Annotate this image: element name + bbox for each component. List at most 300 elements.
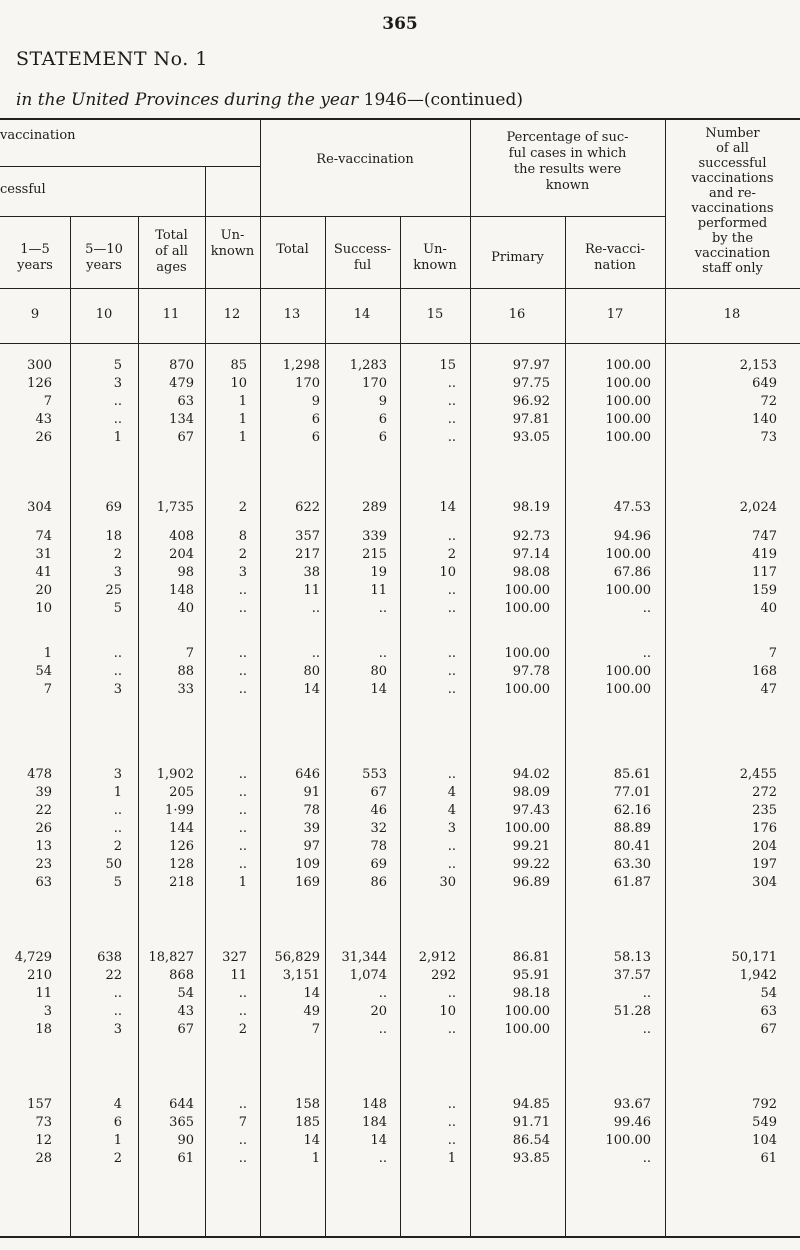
- table-cell: ..: [311, 601, 320, 616]
- table-cell: 61: [177, 1151, 194, 1166]
- table-cell: 37.57: [613, 968, 651, 983]
- table-cell: ..: [238, 986, 247, 1001]
- table-cell: 1,074: [349, 968, 387, 983]
- table-cell: 19: [370, 565, 387, 580]
- table-cell: 98: [177, 565, 194, 580]
- table-cell: 100.00: [605, 394, 651, 409]
- header-reva-unknown: [400, 242, 470, 274]
- table-cell: ..: [113, 1004, 122, 1019]
- subtitle-italic: in the United Provinces during the year: [16, 90, 359, 110]
- table-cell: 11: [35, 986, 52, 1001]
- table-cell: 3: [447, 821, 456, 836]
- header-revacc-line: nation: [594, 258, 636, 273]
- table-cell: 6: [311, 430, 320, 445]
- header-percentage-line: the results were: [513, 162, 622, 177]
- table-cell: 14: [370, 682, 387, 697]
- header-percentage-line: known: [545, 178, 590, 193]
- column-number: 16: [508, 307, 526, 322]
- table-cell: 50,171: [731, 950, 777, 965]
- table-cell: 12: [35, 1133, 52, 1148]
- table-cell: 100.00: [605, 430, 651, 445]
- table-cell: ..: [447, 601, 456, 616]
- header-1-5-years: [0, 242, 70, 274]
- table-cell: 1,298: [282, 358, 320, 373]
- table-cell: 63: [177, 394, 194, 409]
- table-cell: 14: [303, 986, 320, 1001]
- table-cell: ..: [447, 986, 456, 1001]
- table-cell: 6: [113, 1115, 122, 1130]
- table-cell: 31: [35, 547, 52, 562]
- table-cell: 43: [177, 1004, 194, 1019]
- table-cell: ..: [447, 376, 456, 391]
- table-cell: 61.87: [613, 875, 651, 890]
- table-cell: 646: [295, 767, 320, 782]
- table-cell: 14: [370, 1133, 387, 1148]
- table-cell: ..: [238, 767, 247, 782]
- table-cell: 747: [752, 529, 777, 544]
- table-cell: 28: [35, 1151, 52, 1166]
- table-cell: 104: [752, 1133, 777, 1148]
- table-cell: 549: [752, 1115, 777, 1130]
- column-number: 18: [723, 307, 741, 322]
- table-cell: ..: [113, 664, 122, 679]
- header-total-line: Total: [155, 228, 188, 243]
- table-cell: 218: [169, 875, 194, 890]
- table-cell: 4: [447, 785, 456, 800]
- header-number-all: [665, 126, 800, 276]
- table-cell: 100.00: [605, 547, 651, 562]
- table-cell: 73: [760, 430, 777, 445]
- table-cell: 18: [105, 529, 122, 544]
- header-5-10-line: 5—10: [85, 242, 123, 257]
- table-cell: 11: [370, 583, 387, 598]
- table-cell: 88: [177, 664, 194, 679]
- table-cell: 148: [169, 583, 194, 598]
- header-reva-total: Total: [276, 242, 309, 257]
- table-cell: 96.89: [512, 875, 550, 890]
- table-cell: 304: [27, 500, 52, 515]
- column-number: 15: [426, 307, 444, 322]
- table-cell: 1: [43, 646, 52, 661]
- table-cell: 339: [362, 529, 387, 544]
- table-cell: ..: [238, 682, 247, 697]
- table-cell: 54: [177, 986, 194, 1001]
- table-cell: 3: [113, 682, 122, 697]
- table-cell: 1: [238, 430, 247, 445]
- header-unknown: [205, 228, 260, 260]
- table-cell: ..: [447, 682, 456, 697]
- table-cell: 204: [169, 547, 194, 562]
- table-cell: 50: [105, 857, 122, 872]
- table-cell: ..: [642, 1151, 651, 1166]
- table-cell: 205: [169, 785, 194, 800]
- table-cell: 38: [303, 565, 320, 580]
- table-cell: 128: [169, 857, 194, 872]
- table-cell: 478: [27, 767, 52, 782]
- table-cell: 1: [113, 785, 122, 800]
- table-cell: ..: [447, 646, 456, 661]
- table-cell: 97.97: [512, 358, 550, 373]
- table-cell: 2,024: [739, 500, 777, 515]
- table-cell: 80.41: [613, 839, 651, 854]
- table-cell: 272: [752, 785, 777, 800]
- table-cell: 67: [177, 1022, 194, 1037]
- table-cell: 1: [447, 1151, 456, 1166]
- table-cell: 14: [303, 1133, 320, 1148]
- table-cell: ..: [378, 1022, 387, 1037]
- table-cell: 95.91: [512, 968, 550, 983]
- header-number-line: of all: [716, 141, 749, 156]
- table-cell: 8: [238, 529, 247, 544]
- table-cell: ..: [447, 412, 456, 427]
- table-cell: 158: [295, 1097, 320, 1112]
- table-cell: 649: [752, 376, 777, 391]
- table-cell: 62.16: [613, 803, 651, 818]
- table-cell: 40: [760, 601, 777, 616]
- table-cell: 20: [370, 1004, 387, 1019]
- table-cell: 2,455: [739, 767, 777, 782]
- table-cell: 97.75: [512, 376, 550, 391]
- header-number-line: staff only: [702, 261, 763, 276]
- table-cell: 63: [35, 875, 52, 890]
- table-cell: 39: [35, 785, 52, 800]
- table-cell: 56,829: [274, 950, 320, 965]
- table-cell: 109: [295, 857, 320, 872]
- table-cell: ..: [447, 1097, 456, 1112]
- table-cell: 99.46: [613, 1115, 651, 1130]
- table-cell: 13: [35, 839, 52, 854]
- table-cell: 74: [35, 529, 52, 544]
- table-cell: 78: [370, 839, 387, 854]
- statement-title: STATEMENT No. 1: [16, 48, 208, 70]
- table-cell: 126: [169, 839, 194, 854]
- table-cell: 25: [105, 583, 122, 598]
- header-1-5-line: 1—5: [20, 242, 50, 257]
- table-cell: ..: [238, 664, 247, 679]
- table-cell: 91: [303, 785, 320, 800]
- table-cell: 9: [378, 394, 387, 409]
- table-cell: 1,902: [156, 767, 194, 782]
- revaccination-underline-rule: [260, 216, 470, 217]
- table-cell: 47: [760, 682, 777, 697]
- header-percentage-line: Percentage of suc-: [506, 130, 629, 145]
- table-cell: ..: [447, 839, 456, 854]
- cessful-underline-rule: [0, 216, 260, 217]
- table-cell: 117: [752, 565, 777, 580]
- table-cell: 2: [238, 500, 247, 515]
- table-cell: 47.53: [613, 500, 651, 515]
- header-number-line: vaccinations: [691, 171, 774, 186]
- table-cell: 168: [752, 664, 777, 679]
- table-cell: 93.05: [512, 430, 550, 445]
- header-percentage: [470, 130, 665, 194]
- table-cell: 357: [295, 529, 320, 544]
- table-cell: 3: [113, 767, 122, 782]
- table-cell: 3: [238, 565, 247, 580]
- table-cell: 126: [27, 376, 52, 391]
- table-cell: 6: [311, 412, 320, 427]
- table-cell: 72: [760, 394, 777, 409]
- table-cell: 868: [169, 968, 194, 983]
- table-cell: 63.30: [613, 857, 651, 872]
- table-cell: 185: [295, 1115, 320, 1130]
- table-cell: 3: [113, 376, 122, 391]
- table-cell: 2: [447, 547, 456, 562]
- column-number: 9: [30, 307, 40, 322]
- table-cell: 67.86: [613, 565, 651, 580]
- table-cell: 92.73: [512, 529, 550, 544]
- table-cell: 1,283: [349, 358, 387, 373]
- table-cell: 94.85: [512, 1097, 550, 1112]
- header-reva-unknown-line: Un-: [423, 242, 447, 257]
- table-cell: 184: [362, 1115, 387, 1130]
- table-top-rule: [0, 118, 800, 120]
- table-cell: 99.21: [512, 839, 550, 854]
- table-cell: 26: [35, 821, 52, 836]
- table-cell: ..: [378, 646, 387, 661]
- table-cell: 2,912: [418, 950, 456, 965]
- header-number-line: vaccinations: [691, 201, 774, 216]
- column-number: 11: [162, 307, 180, 322]
- table-cell: 100.00: [504, 821, 550, 836]
- header-successful: [325, 242, 400, 274]
- table-cell: ..: [447, 857, 456, 872]
- table-cell: 43: [35, 412, 52, 427]
- table-cell: 30: [439, 875, 456, 890]
- table-cell: ..: [378, 986, 387, 1001]
- vaccination-underline-rule: [0, 166, 260, 167]
- table-cell: 148: [362, 1097, 387, 1112]
- table-cell: 63: [760, 1004, 777, 1019]
- table-cell: 1·99: [165, 803, 194, 818]
- header-number-line: vaccination: [694, 246, 771, 261]
- header-number-line: and re-: [709, 186, 756, 201]
- header-number-line: Number: [705, 126, 760, 141]
- table-cell: 5: [113, 875, 122, 890]
- table-cell: ..: [447, 1133, 456, 1148]
- table-cell: 1: [238, 412, 247, 427]
- table-cell: 3,151: [282, 968, 320, 983]
- table-cell: ..: [238, 803, 247, 818]
- header-number-line: by the: [711, 231, 754, 246]
- table-cell: 100.00: [605, 376, 651, 391]
- table-cell: 140: [752, 412, 777, 427]
- table-cell: ..: [238, 601, 247, 616]
- table-cell: 7: [185, 646, 194, 661]
- table-cell: ..: [238, 1004, 247, 1019]
- table-cell: 1: [113, 430, 122, 445]
- table-cell: 197: [752, 857, 777, 872]
- table-cell: ..: [642, 1022, 651, 1037]
- table-cell: 4: [113, 1097, 122, 1112]
- table-cell: 644: [169, 1097, 194, 1112]
- table-cell: 170: [295, 376, 320, 391]
- header-successful-line: ful: [353, 258, 372, 273]
- header-unknown-line: known: [210, 244, 255, 259]
- table-cell: 210: [27, 968, 52, 983]
- table-cell: 1,735: [156, 500, 194, 515]
- table-cell: 97.43: [512, 803, 550, 818]
- table-cell: 419: [752, 547, 777, 562]
- table-cell: 100.00: [504, 682, 550, 697]
- table-cell: 365: [169, 1115, 194, 1130]
- table-cell: 91.71: [512, 1115, 550, 1130]
- table-cell: 2,153: [739, 358, 777, 373]
- table-cell: 2: [238, 547, 247, 562]
- subtitle-year: 1946—(continued): [363, 90, 523, 110]
- table-cell: 1: [113, 1133, 122, 1148]
- header-unknown-line: Un-: [220, 228, 245, 243]
- table-cell: ..: [238, 857, 247, 872]
- table-cell: ..: [113, 412, 122, 427]
- table-cell: 49: [303, 1004, 320, 1019]
- table-cell: 327: [222, 950, 247, 965]
- table-cell: ..: [447, 1022, 456, 1037]
- table-cell: ..: [113, 986, 122, 1001]
- table-cell: ..: [447, 1115, 456, 1130]
- table-cell: 3: [113, 565, 122, 580]
- table-cell: 77.01: [613, 785, 651, 800]
- table-cell: 169: [295, 875, 320, 890]
- table-cell: 792: [752, 1097, 777, 1112]
- table-cell: 93.85: [512, 1151, 550, 1166]
- column-number: 14: [353, 307, 371, 322]
- table-cell: 304: [752, 875, 777, 890]
- table-cell: 235: [752, 803, 777, 818]
- header-revaccination: Re-vaccination: [316, 152, 414, 167]
- table-cell: 33: [177, 682, 194, 697]
- table-cell: ..: [113, 646, 122, 661]
- table-cell: 97.81: [512, 412, 550, 427]
- table-cell: 100.00: [504, 583, 550, 598]
- table-cell: 96.92: [512, 394, 550, 409]
- table-cell: 157: [27, 1097, 52, 1112]
- table-cell: 3: [43, 1004, 52, 1019]
- table-cell: 97.78: [512, 664, 550, 679]
- table-cell: 289: [362, 500, 387, 515]
- table-cell: 97: [303, 839, 320, 854]
- table-cell: 67: [760, 1022, 777, 1037]
- table-cell: 85.61: [613, 767, 651, 782]
- table-cell: 90: [177, 1133, 194, 1148]
- table-cell: 93.67: [613, 1097, 651, 1112]
- header-1-5-line: years: [17, 258, 53, 273]
- table-cell: 100.00: [605, 682, 651, 697]
- table-cell: 54: [760, 986, 777, 1001]
- table-cell: 61: [760, 1151, 777, 1166]
- table-cell: 41: [35, 565, 52, 580]
- table-cell: 67: [370, 785, 387, 800]
- table-cell: 300: [27, 358, 52, 373]
- table-cell: ..: [238, 1097, 247, 1112]
- table-cell: ..: [113, 803, 122, 818]
- table-cell: 1: [238, 394, 247, 409]
- table-cell: 134: [169, 412, 194, 427]
- table-cell: ..: [238, 1151, 247, 1166]
- table-cell: 80: [303, 664, 320, 679]
- header-revaccination-pct: [565, 242, 665, 274]
- table-cell: ..: [238, 1133, 247, 1148]
- table-bottom-rule: [0, 1236, 800, 1238]
- table-cell: ..: [113, 394, 122, 409]
- table-cell: 22: [105, 968, 122, 983]
- table-cell: 15: [439, 358, 456, 373]
- table-cell: ..: [238, 785, 247, 800]
- table-cell: 99.22: [512, 857, 550, 872]
- table-cell: 100.00: [504, 1022, 550, 1037]
- table-cell: 176: [752, 821, 777, 836]
- table-cell: 2: [113, 839, 122, 854]
- table-cell: ..: [378, 1151, 387, 1166]
- table-cell: 98.18: [512, 986, 550, 1001]
- table-cell: 638: [97, 950, 122, 965]
- table-cell: 9: [311, 394, 320, 409]
- header-cessful: cessful: [0, 182, 46, 197]
- table-cell: 78: [303, 803, 320, 818]
- table-cell: 622: [295, 500, 320, 515]
- table-cell: ..: [642, 601, 651, 616]
- table-cell: 100.00: [504, 646, 550, 661]
- table-cell: 11: [303, 583, 320, 598]
- table-cell: ..: [113, 821, 122, 836]
- table-cell: 86: [370, 875, 387, 890]
- table-cell: 217: [295, 547, 320, 562]
- column-divider: [205, 166, 206, 1236]
- header-vaccination: vaccination: [0, 128, 76, 143]
- table-cell: 159: [752, 583, 777, 598]
- table-cell: 1: [311, 1151, 320, 1166]
- column-number: 10: [95, 307, 113, 322]
- table-cell: 97.14: [512, 547, 550, 562]
- table-cell: 292: [431, 968, 456, 983]
- table-cell: 7: [43, 682, 52, 697]
- table-cell: 20: [35, 583, 52, 598]
- table-cell: ..: [311, 646, 320, 661]
- table-cell: 22: [35, 803, 52, 818]
- table-cell: 479: [169, 376, 194, 391]
- table-cell: 10: [230, 376, 247, 391]
- table-cell: 88.89: [613, 821, 651, 836]
- table-cell: 23: [35, 857, 52, 872]
- percentage-underline-rule: [470, 216, 665, 217]
- table-cell: 100.00: [605, 664, 651, 679]
- header-primary: Primary: [491, 250, 544, 265]
- table-cell: ..: [238, 646, 247, 661]
- column-number: 17: [606, 307, 624, 322]
- table-cell: 69: [105, 500, 122, 515]
- table-cell: 100.00: [605, 583, 651, 598]
- table-cell: 7: [43, 394, 52, 409]
- table-cell: 86.54: [512, 1133, 550, 1148]
- table-cell: ..: [447, 529, 456, 544]
- table-cell: 69: [370, 857, 387, 872]
- table-cell: 6: [378, 430, 387, 445]
- table-cell: ..: [378, 601, 387, 616]
- table-cell: ..: [447, 664, 456, 679]
- column-number: 12: [223, 307, 241, 322]
- table-cell: 54: [35, 664, 52, 679]
- header-number-line: performed: [697, 216, 768, 231]
- table-cell: 18,827: [148, 950, 194, 965]
- header-successful-line: Success-: [333, 242, 392, 257]
- table-cell: 4: [447, 803, 456, 818]
- table-cell: 2: [113, 547, 122, 562]
- header-5-10-line: years: [86, 258, 122, 273]
- table-cell: 32: [370, 821, 387, 836]
- table-cell: 100.00: [504, 601, 550, 616]
- table-cell: 31,344: [341, 950, 387, 965]
- table-cell: 4,729: [14, 950, 52, 965]
